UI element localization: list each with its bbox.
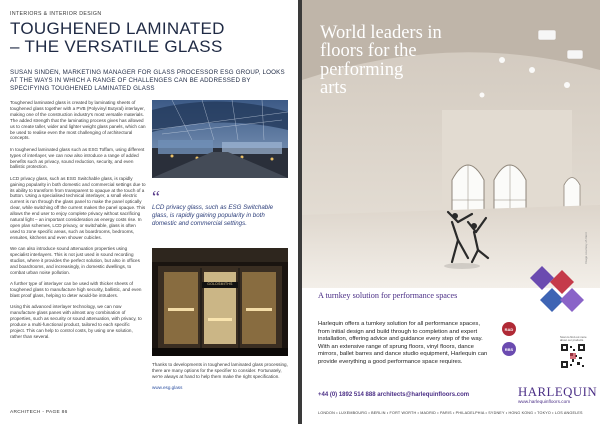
hero-title <box>320 24 460 98</box>
section-kicker: INTERIORS & INTERIOR DESIGN <box>10 11 102 17</box>
quote-mark-icon: “ <box>152 187 160 207</box>
article-body <box>10 100 146 345</box>
harlequin-logo <box>518 386 596 404</box>
logo-url[interactable]: www.harlequinfloors.com <box>518 399 571 404</box>
article-standfirst: SUSAN SINDEN, MARKETING MANAGER FOR GLASS PROCESSOR ESG GROUP, LOOKS AT THE WAYS IN WHICH A RANGE OF CHALLENGES CAN BE ADDRESSED BY SPECIFYING TOUGHENED LAMINATED GLASS <box>10 69 285 92</box>
shopfront-photo <box>152 248 288 356</box>
image-caption <box>152 362 288 391</box>
headline-line-2: – THE VERSATILE GLASS <box>10 37 223 56</box>
image-credit: Image courtesy of client <box>584 232 588 264</box>
hero-title-line: World leaders in <box>320 23 442 43</box>
pull-quote <box>152 187 288 228</box>
rbs-badge-icon: RBS <box>502 342 516 356</box>
contact-details[interactable]: +44 (0) 1892 514 888 architects@harlequinfloors.com <box>318 392 470 398</box>
pull-quote-text: LCD privacy glass, such as ESG Switchable glass, is rapidly gaining popularity in both domestic and commercial settings. <box>152 204 274 227</box>
body-paragraph: LCD privacy glass, such as ESG Switchable glass, is rapidly gaining popularity in both domestic and commercial settings due to its ability to transform from transparent to opaque at the touch of a button. Using a specialised technical interlayer, a small electric current is run through the glass panel to make the panel optically clear, while switching off the current makes the panel opaque. This allows the end user to enjoy complete privacy without sacrificing natural light – an important consideration as energy costs rise. In open plan schemes, LCD privacy, or switchable, glass is often used to zone specific areas, such as boardrooms, bedrooms, ensuites, kitchens and even shower cubicles. <box>10 175 146 240</box>
right-page-advert <box>302 0 600 424</box>
caption-text: Thanks to developments in toughened laminated glass processing, there are many options for the specifier to consider. Fortunately, we're always at hand to help them make the right specification. <box>152 362 288 379</box>
body-paragraph: In toughened laminated glass such as ESG Toffam, using different types of interlayer, we can now also introduce a range of added benefits such as privacy, sound reduction, security, and even ballistic protection. <box>10 146 145 170</box>
page-footer: ARCHITECH - PAGE 86 <box>10 410 68 415</box>
hero-title-line: performing <box>320 59 404 80</box>
body-paragraph: We can also introduce sound attenuation properties using specialist interlayers. This is not just used in sound recording studios, where it provides the perfect solution, but also in offices and boardrooms, and increasingly, in domestic dwellings, to combat urban noise pollution. <box>10 246 140 275</box>
website-link[interactable]: www.esg.glass <box>152 384 183 390</box>
office-cities: LONDON • LUXEMBOURG • BERLIN • FORT WORTH • MADRID • PARIS • PHILADELPHIA • SYDNEY • HONG KONG • TOKYO • LOS ANGELES <box>318 411 583 415</box>
harlequin-diamond-icon <box>528 266 588 318</box>
body-paragraph: Using this advanced interlayer technology, we can now manufacture glass panes with almost any combination of properties, such as security or sound attenuation, with privacy, to produce a multi-functional product, tailored to each specific project. This can help to control costs, by using one solution, rather than several. <box>10 304 142 339</box>
station-roof-photo <box>152 100 288 178</box>
hero-title-line: floors for the <box>320 41 417 62</box>
shop-sign: GOLDSMITHS <box>207 282 233 286</box>
advert-copy: Harlequin offers a turnkey solution for all performance spaces, from initial design and build through to completion and expert installation, offering advice and guidance every step of the way. With an extensive range of sprung floors, vinyl floors, dance mirrors, ballet barres and dance studio equipment, Harlequin can provide everything a good performance space requires. <box>318 321 488 365</box>
logo-wordmark: HARLEQUIN <box>518 385 598 399</box>
dance-studio-photo <box>302 0 600 288</box>
qr-note: Scan to find out more about our products <box>560 335 587 343</box>
rad-badge-icon: RAD <box>502 322 516 336</box>
advert-tagline: A turnkey solution for performance spaces <box>318 291 458 300</box>
qr-code-icon[interactable] <box>560 343 586 369</box>
headline-line-1: TOUGHENED LAMINATED <box>10 19 225 38</box>
body-paragraph: Toughened laminated glass is created by laminating sheets of toughened glass together with a PVB (Polyvinyl Butyral) interlayer, making one of the construction industry's most versatile materials. The added strength that the laminating process gives has allowed us to create taller, wider and lighter weight glass panels, which can be used to realise even the most challenging of architectural concepts. <box>10 100 146 141</box>
hero-title-line: arts <box>320 78 347 99</box>
article-headline <box>10 20 290 56</box>
body-paragraph: A further type of interlayer can be used with thicker sheets of toughened glass to manufacture high security, ballistic, and even blast proof glass, helping to deter would-be intruders. <box>10 281 142 298</box>
left-page <box>0 0 298 424</box>
